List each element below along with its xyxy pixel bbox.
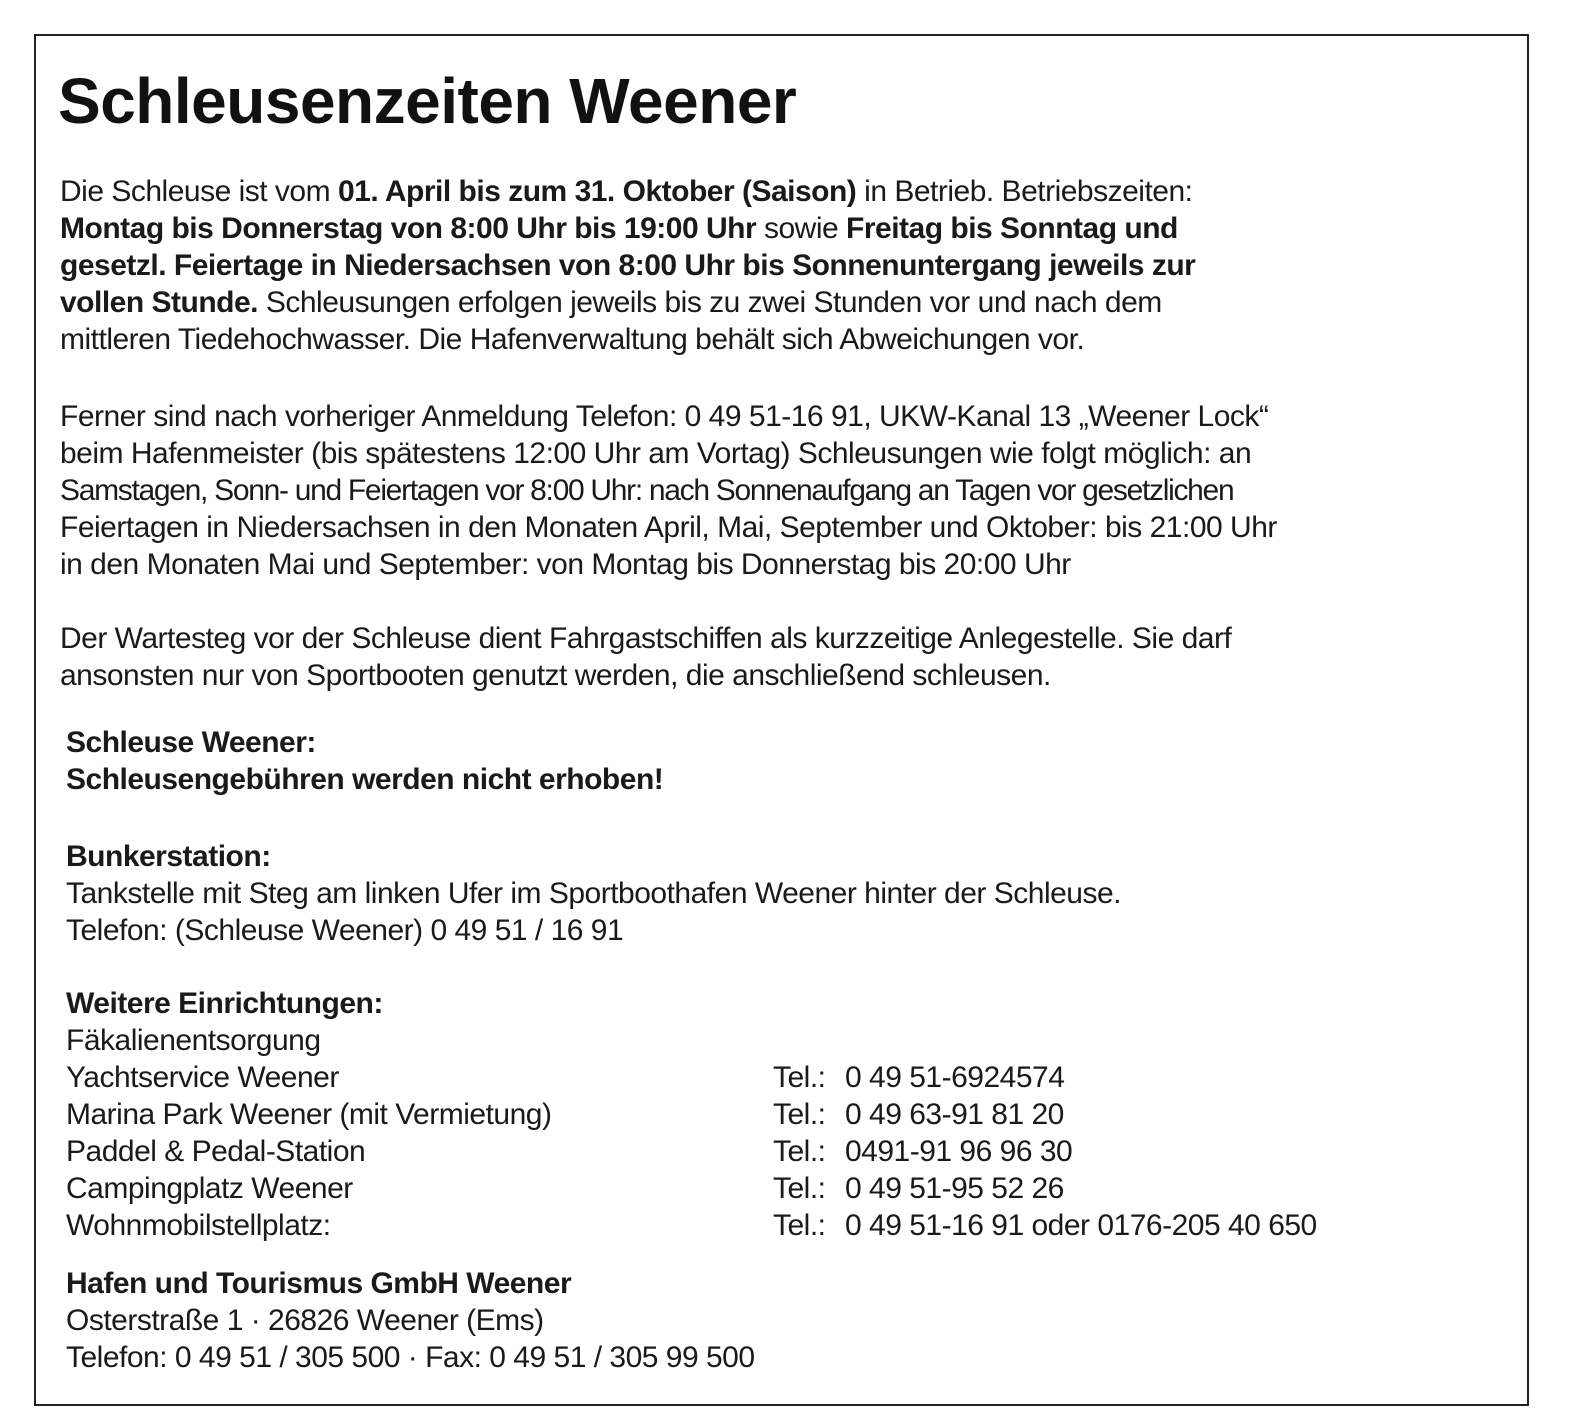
facilities-list	[66, 1022, 1317, 1244]
text-line: Ferner sind nach vorheriger Anmeldung Telefon: 0 49 51-16 91, UKW-Kanal 13 „Weener Lock“	[60, 400, 1269, 433]
page-title: Schleusenzeiten Weener	[58, 65, 797, 137]
season-dates: 01. April bis zum 31. Oktober (Saison)	[337, 175, 857, 208]
operating-hours-paragraph	[60, 173, 1512, 358]
phone-label: Tel.:	[773, 1172, 826, 1205]
text-span: in Betrieb. Betriebszeiten:	[856, 175, 1193, 208]
text-line	[60, 210, 1512, 247]
text-line: ansonsten nur von Sportbooten genutzt werden, die anschließend schleusen.	[60, 659, 1051, 692]
company-contact: Telefon: 0 49 51 / 305 500 · Fax: 0 49 51 / 305 99 500	[66, 1341, 755, 1374]
holiday-hours: gesetzl. Feiertage in Niedersachsen von 8:00 Uhr bis Sonnenuntergang jeweils zur	[60, 249, 1196, 282]
facilities-section	[66, 985, 1317, 1244]
facility-name: Yachtservice Weener	[66, 1061, 339, 1094]
facility-row	[66, 1170, 1064, 1207]
facility-row	[66, 1022, 383, 1059]
text-span: Schleusungen erfolgen jeweils bis zu zwei Stunden vor und nach dem	[258, 286, 1162, 319]
facility-phone	[773, 1207, 1317, 1244]
registration-paragraph	[60, 398, 1512, 583]
phone-label: Tel.:	[773, 1135, 826, 1168]
full-hour-note: vollen Stunde.	[60, 286, 259, 319]
facilities-heading: Weitere Einrichtungen:	[66, 987, 383, 1020]
lock-fees-section	[66, 724, 663, 798]
facility-phone	[773, 1133, 1072, 1170]
text-line: mittleren Tiedehochwasser. Die Hafenverwaltung behält sich Abweichungen vor.	[60, 323, 1085, 356]
phone-label: Tel.:	[773, 1061, 826, 1094]
bunker-description: Tankstelle mit Steg am linken Ufer im Sportboothafen Weener hinter der Schleuse.	[66, 877, 1121, 910]
phone-number: 0 49 63-91 81 20	[845, 1098, 1064, 1131]
phone-number: 0 49 51-16 91 oder 0176-205 40 650	[845, 1209, 1317, 1242]
phone-label: Tel.:	[773, 1098, 826, 1131]
facility-phone	[773, 1096, 1064, 1133]
facility-phone	[773, 1059, 1064, 1096]
company-address: Osterstraße 1 · 26826 Weener (Ems)	[66, 1304, 544, 1337]
text-line	[60, 173, 1512, 210]
bunker-station-section	[66, 838, 1121, 949]
facility-name: Paddel & Pedal-Station	[66, 1135, 366, 1168]
phone-number: 0491-91 96 96 30	[845, 1135, 1073, 1168]
text-span: sowie	[756, 212, 847, 245]
text-line: in den Monaten Mai und September: von Montag bis Donnerstag bis 20:00 Uhr	[60, 548, 1071, 581]
company-section	[66, 1265, 755, 1376]
text-line: Feiertagen in Niedersachsen in den Monaten April, Mai, September und Oktober: bis 21:00 Uhr	[60, 511, 1277, 544]
text-span: Die Schleuse ist vom	[60, 175, 338, 208]
facility-phone	[773, 1170, 1064, 1207]
facility-name: Wohnmobilstellplatz:	[66, 1209, 331, 1242]
text-line: Der Wartesteg vor der Schleuse dient Fahrgastschiffen als kurzzeitige Anlegestelle. Sie darf	[60, 622, 1232, 655]
phone-number: 0 49 51-6924574	[845, 1061, 1065, 1094]
bunker-heading: Bunkerstation:	[66, 840, 271, 873]
facility-row	[66, 1133, 1073, 1170]
lock-fee-note: Schleusengebühren werden nicht erhoben!	[66, 763, 664, 796]
phone-number: 0 49 51-95 52 26	[845, 1172, 1064, 1205]
text-line	[60, 284, 1512, 321]
facility-row	[66, 1096, 1064, 1133]
text-line: beim Hafenmeister (bis spätestens 12:00 Uhr am Vortag) Schleusungen wie folgt möglich: an	[60, 437, 1252, 470]
facility-row	[66, 1059, 1065, 1096]
phone-label: Tel.:	[773, 1209, 826, 1242]
facility-name: Campingplatz Weener	[66, 1172, 353, 1205]
weekend-hours: Freitag bis Sonntag und	[846, 212, 1178, 245]
facility-row	[66, 1207, 1317, 1244]
facility-name: Fäkalienentsorgung	[66, 1024, 321, 1057]
lock-heading: Schleuse Weener:	[66, 726, 316, 759]
text-line: Samstagen, Sonn- und Feiertagen vor 8:00 Uhr: nach Sonnenaufgang an Tagen vor gesetzlichen	[60, 474, 1234, 507]
bunker-phone: Telefon: (Schleuse Weener) 0 49 51 / 16 91	[66, 914, 624, 947]
company-name: Hafen und Tourismus GmbH Weener	[66, 1267, 572, 1300]
weekday-hours: Montag bis Donnerstag von 8:00 Uhr bis 19:00 Uhr	[60, 212, 757, 245]
facility-name: Marina Park Weener (mit Vermietung)	[66, 1098, 552, 1131]
waiting-pier-paragraph	[60, 620, 1512, 694]
text-line	[60, 247, 1512, 284]
